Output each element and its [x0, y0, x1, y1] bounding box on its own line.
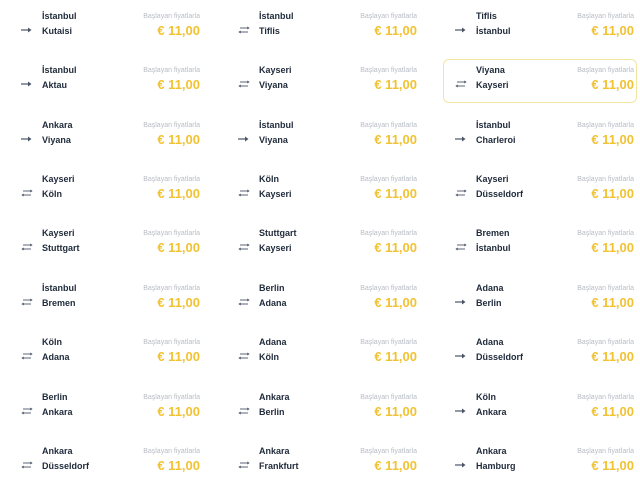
round-trip-arrows-icon [236, 403, 252, 413]
origin-city: Stuttgart [259, 228, 297, 238]
destination-city: Ankara [42, 407, 73, 417]
price: € 11,00 [157, 186, 200, 201]
price: € 11,00 [374, 349, 417, 364]
price: € 11,00 [591, 77, 634, 92]
round-trip-arrows-icon [19, 294, 35, 304]
one-way-arrow-icon [453, 131, 469, 141]
starting-price-label: Başlayan fiyatlarla [360, 230, 417, 237]
starting-price-label: Başlayan fiyatlarla [360, 122, 417, 129]
route-card[interactable] [9, 59, 203, 103]
one-way-arrow-icon [236, 131, 252, 141]
destination-city: Kutaisi [42, 26, 73, 36]
price: € 11,00 [374, 404, 417, 419]
route-card[interactable] [443, 222, 637, 266]
price: € 11,00 [374, 186, 417, 201]
route-card[interactable] [443, 114, 637, 158]
round-trip-arrows-icon [236, 294, 252, 304]
destination-city: İstanbul [476, 243, 511, 253]
origin-city: İstanbul [42, 11, 77, 21]
route-card[interactable] [226, 222, 420, 266]
origin-city: Kayseri [42, 228, 75, 238]
destination-city: Viyana [259, 80, 288, 90]
destination-city: Berlin [259, 407, 285, 417]
destination-city: Stuttgart [42, 243, 80, 253]
round-trip-arrows-icon [453, 185, 469, 195]
one-way-arrow-icon [453, 348, 469, 358]
starting-price-label: Başlayan fiyatlarla [143, 67, 200, 74]
destination-city: Köln [42, 189, 62, 199]
destination-city: Kayseri [259, 243, 292, 253]
origin-city: İstanbul [259, 120, 294, 130]
round-trip-arrows-icon [453, 239, 469, 249]
price: € 11,00 [591, 349, 634, 364]
starting-price-label: Başlayan fiyatlarla [577, 67, 634, 74]
destination-city: Adana [259, 298, 287, 308]
price: € 11,00 [157, 404, 200, 419]
origin-city: Kayseri [476, 174, 509, 184]
destination-city: İstanbul [476, 26, 511, 36]
destination-city: Düsseldorf [42, 461, 90, 471]
round-trip-arrows-icon [236, 239, 252, 249]
destination-city: Adana [42, 352, 70, 362]
price: € 11,00 [374, 240, 417, 255]
starting-price-label: Başlayan fiyatlarla [577, 394, 634, 401]
starting-price-label: Başlayan fiyatlarla [360, 285, 417, 292]
starting-price-label: Başlayan fiyatlarla [577, 339, 634, 346]
starting-price-label: Başlayan fiyatlarla [143, 285, 200, 292]
price: € 11,00 [157, 240, 200, 255]
route-card[interactable] [226, 168, 420, 212]
starting-price-label: Başlayan fiyatlarla [143, 339, 200, 346]
route-card[interactable] [9, 331, 203, 375]
origin-city: İstanbul [259, 11, 294, 21]
round-trip-arrows-icon [236, 22, 252, 32]
one-way-arrow-icon [19, 131, 35, 141]
route-card[interactable] [9, 440, 203, 484]
route-card[interactable] [226, 114, 420, 158]
price: € 11,00 [591, 23, 634, 38]
origin-city: Tiflis [476, 11, 497, 21]
starting-price-label: Başlayan fiyatlarla [143, 13, 200, 20]
round-trip-arrows-icon [453, 76, 469, 86]
price: € 11,00 [157, 349, 200, 364]
one-way-arrow-icon [19, 76, 35, 86]
starting-price-label: Başlayan fiyatlarla [143, 230, 200, 237]
origin-city: Kayseri [259, 65, 292, 75]
price: € 11,00 [157, 23, 200, 38]
destination-city: Köln [259, 352, 279, 362]
round-trip-arrows-icon [19, 239, 35, 249]
origin-city: İstanbul [476, 120, 511, 130]
origin-city: Bremen [476, 228, 510, 238]
destination-city: Kayseri [259, 189, 292, 199]
destination-city: Bremen [42, 298, 76, 308]
origin-city: Ankara [42, 446, 73, 456]
price: € 11,00 [591, 458, 634, 473]
price: € 11,00 [591, 240, 634, 255]
route-card[interactable] [443, 59, 637, 103]
origin-city: Viyana [476, 65, 505, 75]
destination-city: Berlin [476, 298, 502, 308]
origin-city: Ankara [476, 446, 507, 456]
origin-city: İstanbul [42, 283, 77, 293]
origin-city: Köln [476, 392, 496, 402]
starting-price-label: Başlayan fiyatlarla [143, 176, 200, 183]
one-way-arrow-icon [453, 403, 469, 413]
starting-price-label: Başlayan fiyatlarla [577, 13, 634, 20]
one-way-arrow-icon [453, 457, 469, 467]
route-card[interactable] [443, 277, 637, 321]
route-card[interactable] [226, 5, 420, 49]
origin-city: İstanbul [42, 65, 77, 75]
price: € 11,00 [374, 132, 417, 147]
origin-city: Adana [259, 337, 287, 347]
round-trip-arrows-icon [236, 185, 252, 195]
starting-price-label: Başlayan fiyatlarla [577, 285, 634, 292]
starting-price-label: Başlayan fiyatlarla [360, 339, 417, 346]
round-trip-arrows-icon [19, 403, 35, 413]
starting-price-label: Başlayan fiyatlarla [360, 176, 417, 183]
round-trip-arrows-icon [19, 348, 35, 358]
route-card[interactable] [9, 5, 203, 49]
one-way-arrow-icon [453, 22, 469, 32]
route-card[interactable] [443, 440, 637, 484]
route-card[interactable] [226, 331, 420, 375]
origin-city: Ankara [259, 392, 290, 402]
price: € 11,00 [374, 23, 417, 38]
destination-city: Kayseri [476, 80, 509, 90]
route-card[interactable] [226, 277, 420, 321]
price: € 11,00 [591, 132, 634, 147]
price: € 11,00 [157, 295, 200, 310]
destination-city: Ankara [476, 407, 507, 417]
starting-price-label: Başlayan fiyatlarla [577, 230, 634, 237]
destination-city: Düsseldorf [476, 352, 524, 362]
destination-city: Tiflis [259, 26, 280, 36]
one-way-arrow-icon [453, 294, 469, 304]
price: € 11,00 [591, 404, 634, 419]
starting-price-label: Başlayan fiyatlarla [360, 448, 417, 455]
route-card[interactable] [226, 59, 420, 103]
origin-city: Berlin [259, 283, 285, 293]
price: € 11,00 [157, 132, 200, 147]
round-trip-arrows-icon [19, 457, 35, 467]
route-card[interactable] [9, 168, 203, 212]
origin-city: Köln [42, 337, 62, 347]
starting-price-label: Başlayan fiyatlarla [360, 13, 417, 20]
origin-city: Ankara [42, 120, 73, 130]
price: € 11,00 [157, 77, 200, 92]
round-trip-arrows-icon [19, 185, 35, 195]
price: € 11,00 [374, 295, 417, 310]
origin-city: Kayseri [42, 174, 75, 184]
price: € 11,00 [591, 295, 634, 310]
starting-price-label: Başlayan fiyatlarla [143, 394, 200, 401]
destination-city: Hamburg [476, 461, 516, 471]
destination-city: Frankfurt [259, 461, 299, 471]
route-card[interactable] [226, 440, 420, 484]
price: € 11,00 [374, 77, 417, 92]
route-card[interactable] [9, 386, 203, 430]
route-card[interactable] [443, 5, 637, 49]
origin-city: Köln [259, 174, 279, 184]
starting-price-label: Başlayan fiyatlarla [360, 67, 417, 74]
round-trip-arrows-icon [236, 348, 252, 358]
price: € 11,00 [157, 458, 200, 473]
origin-city: Ankara [259, 446, 290, 456]
starting-price-label: Başlayan fiyatlarla [577, 448, 634, 455]
destination-city: Düsseldorf [476, 189, 524, 199]
round-trip-arrows-icon [236, 457, 252, 467]
destination-city: Aktau [42, 80, 68, 90]
route-card[interactable] [9, 277, 203, 321]
route-card[interactable] [443, 386, 637, 430]
starting-price-label: Başlayan fiyatlarla [360, 394, 417, 401]
starting-price-label: Başlayan fiyatlarla [577, 122, 634, 129]
starting-price-label: Başlayan fiyatlarla [143, 448, 200, 455]
starting-price-label: Başlayan fiyatlarla [143, 122, 200, 129]
price: € 11,00 [374, 458, 417, 473]
origin-city: Berlin [42, 392, 68, 402]
starting-price-label: Başlayan fiyatlarla [577, 176, 634, 183]
origin-city: Adana [476, 283, 504, 293]
route-card[interactable] [9, 222, 203, 266]
destination-city: Charleroi [476, 135, 516, 145]
round-trip-arrows-icon [236, 76, 252, 86]
route-card[interactable] [443, 168, 637, 212]
route-card[interactable] [443, 331, 637, 375]
one-way-arrow-icon [19, 22, 35, 32]
origin-city: Adana [476, 337, 504, 347]
price: € 11,00 [591, 186, 634, 201]
destination-city: Viyana [259, 135, 288, 145]
destination-city: Viyana [42, 135, 71, 145]
route-card[interactable] [9, 114, 203, 158]
route-card[interactable] [226, 386, 420, 430]
